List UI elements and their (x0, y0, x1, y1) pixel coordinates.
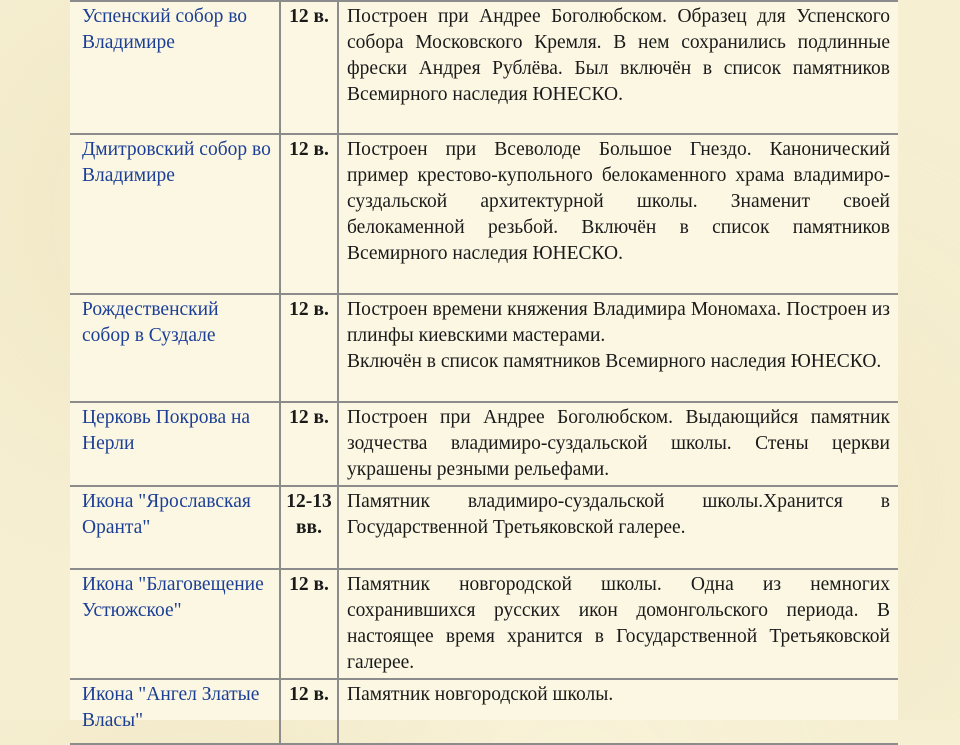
monument-name: Церковь Покрова на Нерли (70, 402, 280, 486)
description-paragraph: Включён в список памятников Всемирного наследия ЮНЕСКО. (347, 351, 882, 372)
description-paragraph: Памятник новгородской школы. (347, 684, 614, 705)
monument-century: 12-13 вв. (280, 486, 338, 569)
monuments-table-container (70, 0, 898, 731)
monument-century: 12 в. (280, 402, 338, 486)
monument-description (338, 486, 898, 569)
monument-century: 12 в. (280, 569, 338, 679)
monument-century: 12 в. (280, 294, 338, 402)
monuments-table (70, 0, 898, 745)
monument-name: Икона "Ярославская Оранта" (70, 486, 280, 569)
table-row (70, 569, 898, 679)
table-row (70, 402, 898, 486)
description-paragraph: Построен при Андрее Боголюбском. Выдающийся памятник зодчества владимиро-суздальской школы. Стены церкви украшены резными рельефами. (347, 407, 890, 480)
description-paragraph: Построен времени княжения Владимира Мономаха. Построен из плинфы киевскими мастерами. (347, 299, 890, 346)
monument-century: 12 в. (280, 679, 338, 744)
monument-name: Дмитровский собор во Владимире (70, 134, 280, 294)
monument-century: 12 в. (280, 1, 338, 134)
monument-description (338, 569, 898, 679)
monument-description (338, 679, 898, 744)
description-paragraph: Построен при Андрее Боголюбском. Образец для Успенского собора Московского Кремля. В нем сохранились подлинные фрески Андрея Рублёва. Был включён в список памятников Всемирного наследия ЮНЕСКО. (347, 6, 890, 105)
monument-name: Икона "Ангел Златые Власы" (70, 679, 280, 744)
table-row (70, 679, 898, 744)
monument-century: 12 в. (280, 134, 338, 294)
table-row (70, 134, 898, 294)
table-row (70, 486, 898, 569)
description-paragraph: Построен при Всеволоде Большое Гнездо. Канонический пример крестово-купольного белокаменного храма владимиро-суздальской архитектурной школы. Знаменит своей белокаменной резьбой. Включён в список памятников Всемирного наследия ЮНЕСКО. (347, 139, 890, 264)
monument-name: Рождественский собор в Суздале (70, 294, 280, 402)
monument-description (338, 294, 898, 402)
monument-description (338, 1, 898, 134)
monument-description (338, 134, 898, 294)
monument-name: Икона "Благовещение Устюжское" (70, 569, 280, 679)
table-row (70, 1, 898, 134)
description-paragraph: Памятник новгородской школы. Одна из немногих сохранившихся русских икон домонгольского периода. В настоящее время хранится в Государственной Третьяковской галерее. (347, 574, 890, 673)
description-paragraph: Памятник владимиро-суздальской школы.Хранится в Государственной Третьяковской галерее. (347, 491, 890, 538)
table-row (70, 294, 898, 402)
monument-name: Успенский собор во Владимире (70, 1, 280, 134)
monument-description (338, 402, 898, 486)
